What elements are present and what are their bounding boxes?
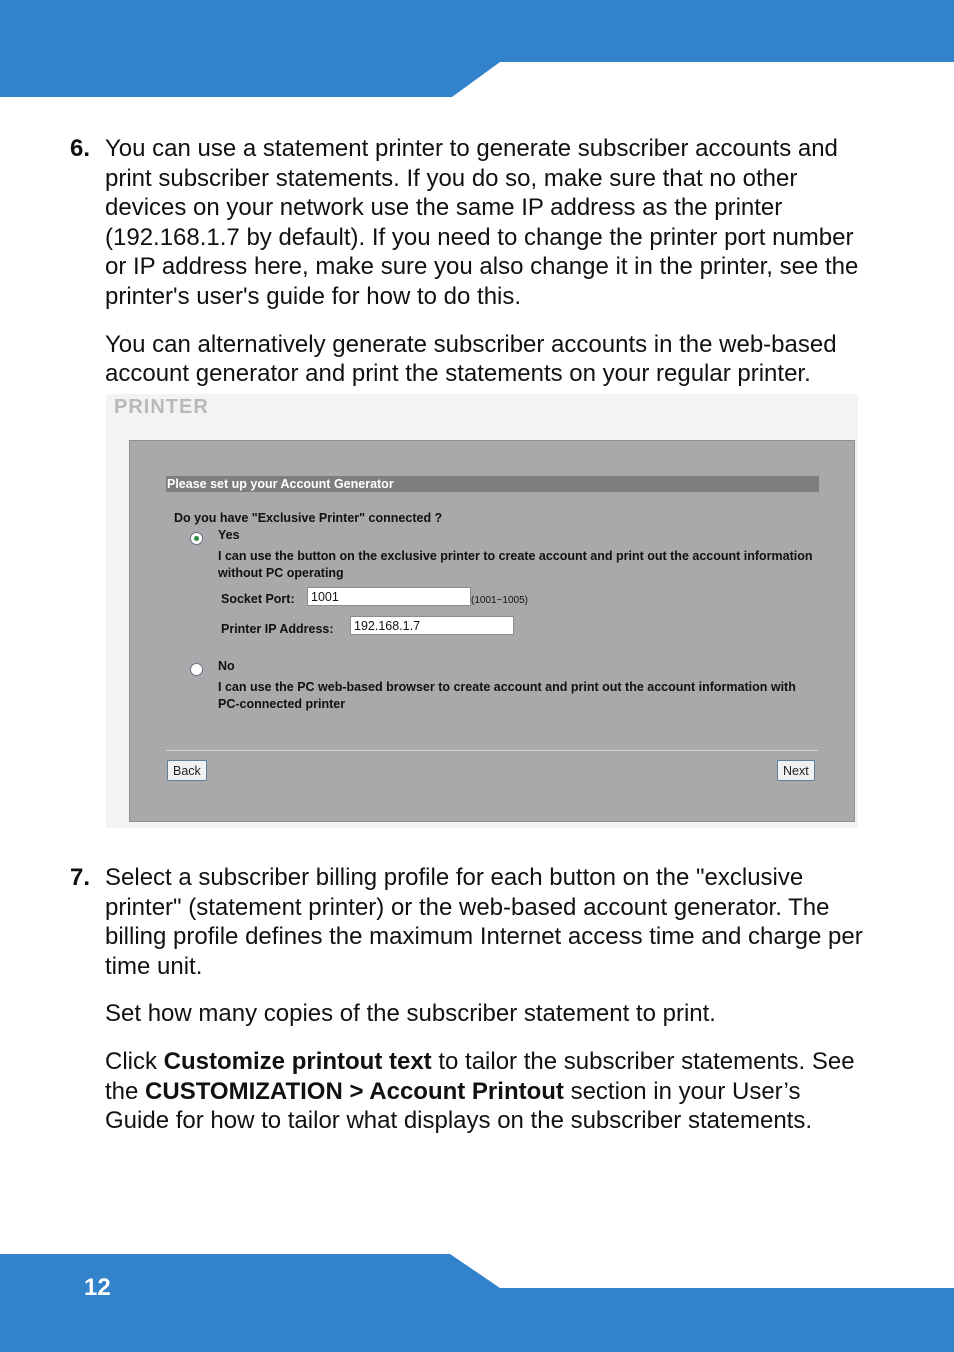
step-7-paragraph-2: Set how many copies of the subscriber statement to print. [105, 1000, 716, 1028]
no-description: I can use the PC web-based browser to create account and print out the account information with PC-connected printer [218, 680, 796, 711]
printer-ip-label: Printer IP Address: [221, 622, 334, 636]
socket-port-input[interactable] [307, 587, 471, 606]
account-generator-panel [129, 440, 855, 822]
bottom-banner [0, 1252, 954, 1352]
back-button[interactable]: Back [167, 760, 207, 781]
text-segment: to tailor the subscriber statements. See the [105, 1047, 855, 1105]
panel-heading: PRINTER [114, 396, 209, 418]
top-banner [0, 0, 954, 98]
step-7 [70, 863, 870, 1136]
step-number: 6. [70, 135, 91, 162]
customization-menu-path: CUSTOMIZATION > Account Printout [145, 1077, 564, 1105]
step-6-paragraph-2: You can alternatively generate subscriber accounts in the web-based account generator and print the statements on your regular printer. [105, 330, 837, 388]
text-segment: section in your User’s Guide for how to tailor what displays on the subscriber statements. [105, 1077, 813, 1135]
step-7-paragraph-1: Select a subscriber billing profile for each button on the "exclusive printer" (statement printer) or the web-based account generator. The billing profile defines the maximum Internet access time and charge per time unit. [105, 864, 863, 980]
step-6-paragraph-1: You can use a statement printer to generate subscriber accounts and print subscriber statements. If you do so, make sure that no other devices on your network use the same IP address as the printer (192.168.1.7 by default). If you need to change the printer port number or IP address here, make sure you also change it in the printer, see the printer's user's guide for how to do this. [105, 135, 859, 310]
next-button[interactable]: Next [777, 760, 815, 781]
step-6 [70, 134, 870, 389]
step-7-paragraph-3 [105, 1047, 870, 1136]
radio-selected-dot [194, 536, 199, 541]
socket-port-label: Socket Port: [221, 592, 295, 606]
no-label: No [218, 659, 235, 673]
printer-ip-input[interactable] [350, 616, 514, 635]
step-number: 7. [70, 864, 91, 891]
socket-port-range: (1001~1005) [471, 595, 528, 606]
yes-label: Yes [218, 528, 240, 542]
customize-printout-text-label: Customize printout text [163, 1047, 432, 1075]
panel-title-bar: Please set up your Account Generator [166, 476, 819, 492]
radio-yes[interactable] [190, 532, 203, 545]
radio-no[interactable] [190, 663, 203, 676]
page-number: 12 [84, 1274, 111, 1301]
printer-settings-screenshot [106, 394, 858, 828]
yes-description: I can use the button on the exclusive printer to create account and print out the account information without PC operating [218, 549, 813, 580]
text-segment: Click [105, 1047, 164, 1075]
divider [166, 750, 818, 751]
exclusive-printer-question: Do you have "Exclusive Printer" connected ? [174, 511, 443, 525]
